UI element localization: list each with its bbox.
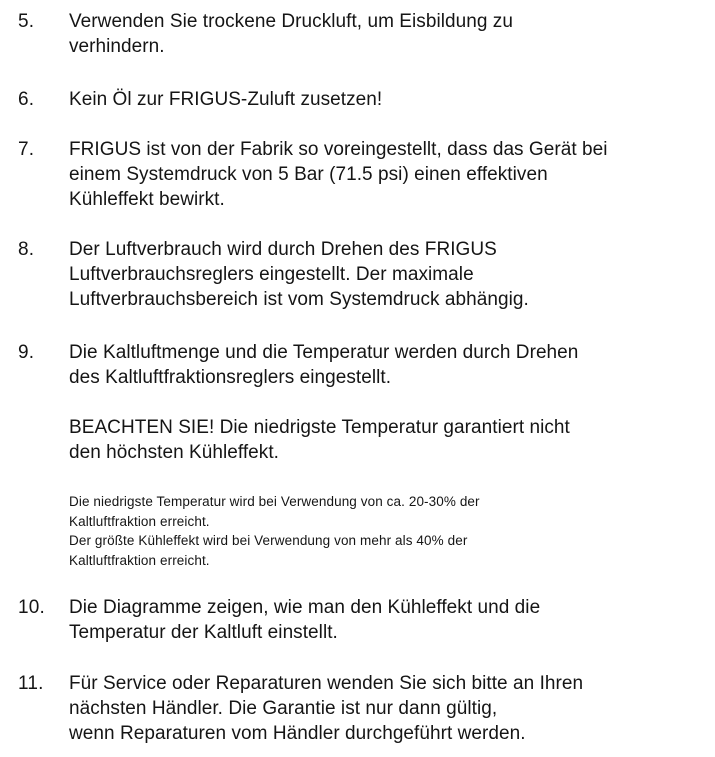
text-line: Kaltluftfraktion erreicht. — [69, 552, 210, 568]
item-text — [69, 671, 709, 746]
item-number: 10. — [18, 597, 46, 618]
small-print-text — [69, 492, 709, 570]
text-line: Der Luftverbrauch wird durch Drehen des FRIGUS — [69, 239, 497, 260]
text-line: Kein Öl zur FRIGUS-Zuluft zusetzen! — [69, 89, 383, 110]
item-text — [69, 137, 709, 212]
text-line: verhindern. — [69, 36, 165, 57]
item-text — [69, 340, 709, 390]
item-text — [69, 9, 709, 59]
text-line: FRIGUS ist von der Fabrik so voreingestellt, dass das Gerät bei — [69, 139, 608, 160]
text-line: nächsten Händler. Die Garantie ist nur dann gültig, — [69, 698, 498, 719]
item-number: 11. — [18, 673, 44, 694]
text-line: Luftverbrauchsreglers eingestellt. Der maximale — [69, 264, 474, 285]
item-number: 9. — [18, 342, 35, 363]
text-line: Temperatur der Kaltluft einstellt. — [69, 622, 338, 643]
notice-text — [69, 415, 709, 465]
item-text — [69, 237, 709, 312]
text-line: Die Diagramme zeigen, wie man den Kühleffekt und die — [69, 597, 541, 618]
item-text — [69, 87, 709, 112]
text-line: Luftverbrauchsbereich ist vom Systemdruck abhängig. — [69, 289, 529, 310]
text-line: Kühleffekt bewirkt. — [69, 189, 225, 210]
item-number: 5. — [18, 11, 35, 32]
text-line: Die Kaltluftmenge und die Temperatur werden durch Drehen — [69, 342, 579, 363]
text-line: Der größte Kühleffekt wird bei Verwendung von mehr als 40% der — [69, 533, 468, 548]
item-number: 6. — [18, 89, 35, 110]
text-line: einem Systemdruck von 5 Bar (71.5 psi) einen effektiven — [69, 164, 548, 185]
text-line: Kaltluftfraktion erreicht. — [69, 513, 210, 529]
text-line: wenn Reparaturen vom Händler durchgeführt werden. — [69, 723, 526, 744]
item-number: 7. — [18, 139, 35, 160]
text-line: BEACHTEN SIE! Die niedrigste Temperatur garantiert nicht — [69, 417, 570, 438]
text-line: Die niedrigste Temperatur wird bei Verwendung von ca. 20-30% der — [69, 494, 480, 509]
text-line: den höchsten Kühleffekt. — [69, 442, 280, 463]
text-line: Verwenden Sie trockene Druckluft, um Eisbildung zu — [69, 11, 513, 32]
item-number: 8. — [18, 239, 35, 260]
item-text — [69, 595, 709, 645]
text-line: Für Service oder Reparaturen wenden Sie sich bitte an Ihren — [69, 673, 584, 694]
text-line: des Kaltluftfraktionsreglers eingestellt. — [69, 367, 392, 388]
